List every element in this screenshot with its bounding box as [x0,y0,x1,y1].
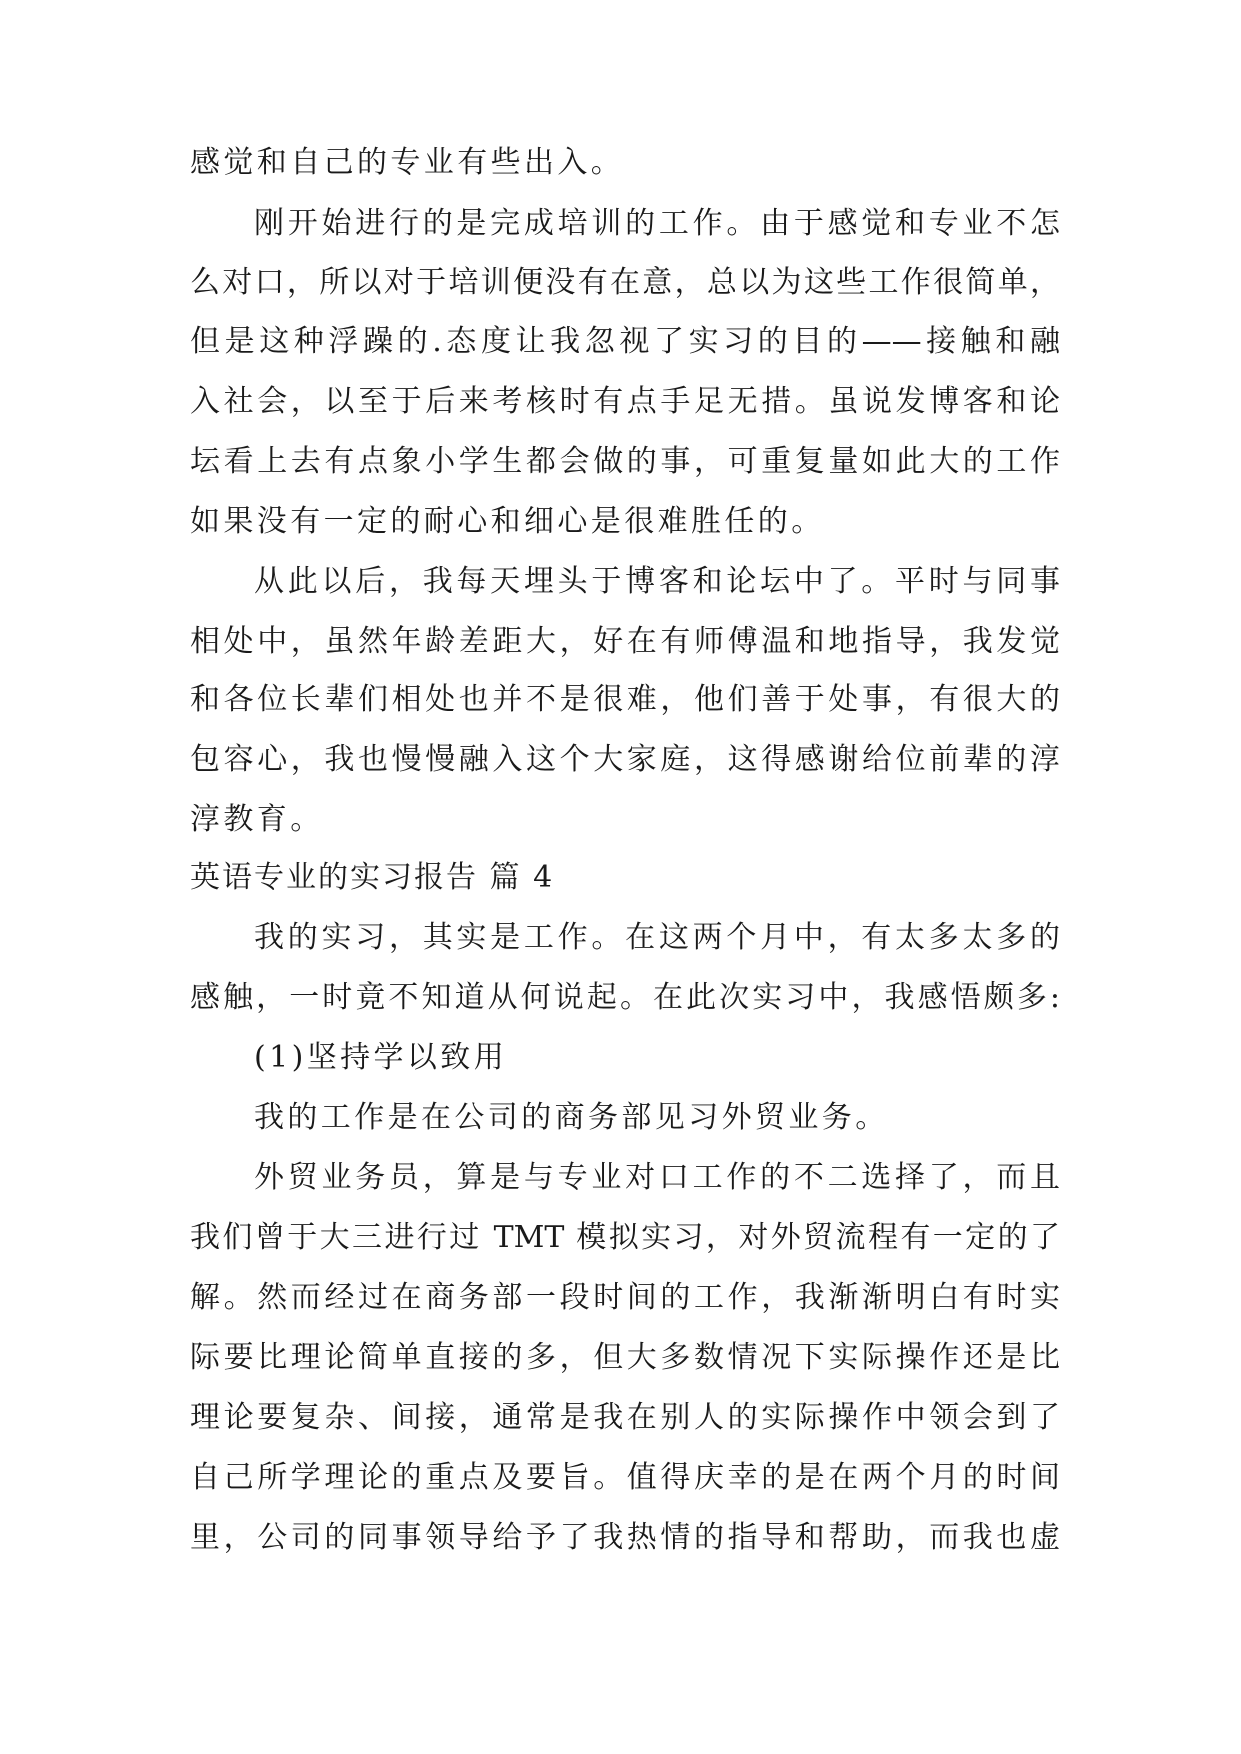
paragraph-first-line: 我的实习，其实是工作。在这两个月中，有太多太多的 [254,920,1060,955]
text-line: 解。然而经过在商务部一段时间的工作，我渐渐明白有时实 [190,1280,1060,1315]
text-line: 入社会，以至于后来考核时有点手足无措。虽说发博客和论 [190,384,1060,419]
text-line: 如果没有一定的耐心和细心是很难胜任的。 [190,504,825,539]
text-line: 么对口，所以对于培训便没有在意，总以为这些工作很简单， [190,265,1060,300]
text-line: 但是这种浮躁的.态度让我忽视了实习的目的——接触和融 [190,324,1060,359]
text-line: 淳教育。 [190,802,324,837]
text-line: 自己所学理论的重点及要旨。值得庆幸的是在两个月的时间 [190,1460,1060,1495]
list-item-heading: (1)坚持学以致用 [254,1040,508,1075]
text-line: 感觉和自己的专业有些出入。 [190,145,625,180]
text-line: 包容心，我也慢慢融入这个大家庭，这得感谢给位前辈的淳 [190,742,1060,777]
text-line: 坛看上去有点象小学生都会做的事，可重复量如此大的工作 [190,444,1060,479]
text-line: 际要比理论简单直接的多，但大多数情况下实际操作还是比 [190,1340,1060,1375]
section-heading: 英语专业的实习报告 篇 4 [190,860,555,895]
text-line: 理论要复杂、间接，通常是我在别人的实际操作中领会到了 [190,1400,1060,1435]
text-line: 里，公司的同事领导给予了我热情的指导和帮助，而我也虚 [190,1520,1060,1555]
text-line: 我们曾于大三进行过 TMT 模拟实习，对外贸流程有一定的了 [190,1220,1060,1255]
paragraph-first-line: 外贸业务员，算是与专业对口工作的不二选择了，而且 [254,1160,1060,1195]
text-line: 相处中，虽然年龄差距大，好在有师傅温和地指导，我发觉 [190,624,1060,659]
text-line: 和各位长辈们相处也并不是很难，他们善于处事，有很大的 [190,682,1060,717]
paragraph-first-line: 从此以后，我每天埋头于博客和论坛中了。平时与同事 [254,564,1060,599]
text-line: 感触，一时竟不知道从何说起。在此次实习中，我感悟颇多: [190,980,1060,1015]
paragraph-first-line: 我的工作是在公司的商务部见习外贸业务。 [254,1100,889,1135]
paragraph-first-line: 刚开始进行的是完成培训的工作。由于感觉和专业不怎 [254,206,1060,241]
